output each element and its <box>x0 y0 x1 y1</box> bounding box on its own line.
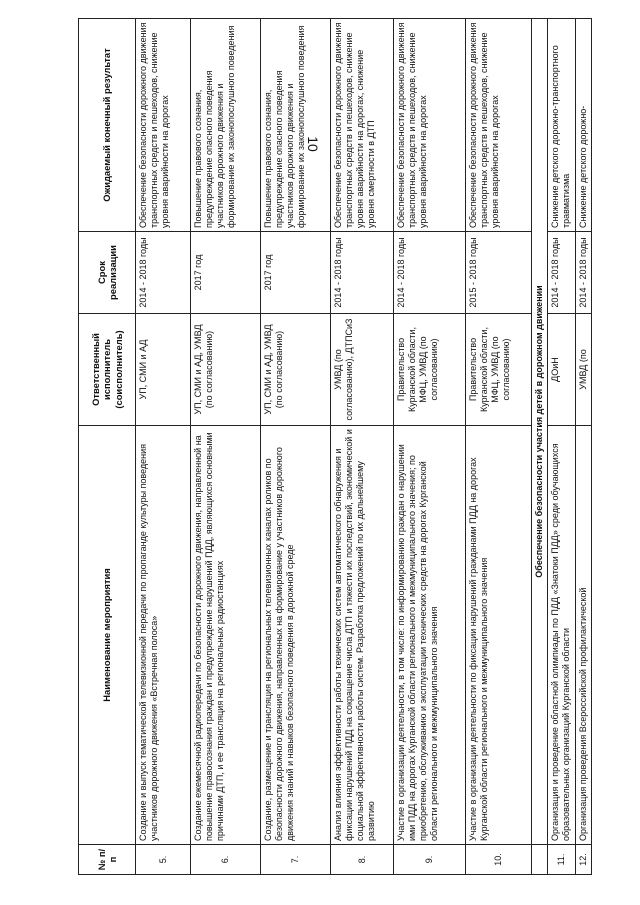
row-term: 2014 - 2018 годы <box>547 232 575 314</box>
row-result: Обеспечение безопасности дорожного движения транспортных средств и пешеходов, снижение уровня аварийности на дорогах <box>394 19 466 232</box>
table-row <box>547 19 575 875</box>
row-result: Обеспечение безопасности дорожного движения транспортных средств и пешеходов, снижение уровня аварийности на дорогах, снижение уровня смертности в ДТП <box>331 19 394 232</box>
row-term: 2017 год <box>191 232 261 314</box>
row-num: 5. <box>136 845 191 875</box>
table-row <box>136 19 191 875</box>
row-responsible: УМВД (по согласованию), ДТПСиЗ <box>331 314 394 426</box>
row-name: Участие в организации деятельности по фиксации нарушений гражданами ПДД на дорогах Курганской области регионального и межмуниципального значения <box>466 426 532 845</box>
row-responsible: УП, СМИ и АД, УМВД (по согласованию) <box>261 314 331 426</box>
row-name: Организация проведения Всероссийской профилактической <box>575 426 591 845</box>
row-term: 2014 - 2018 годы <box>394 232 466 314</box>
page-number: 10 <box>304 136 321 152</box>
row-num: 7. <box>261 845 331 875</box>
section-title: Обеспечение безопасности участия детей в дорожном движении <box>532 19 548 845</box>
row-term: 2015 - 2018 годы <box>466 232 532 314</box>
table-row <box>394 19 466 875</box>
header-num: № п/п <box>79 845 136 875</box>
row-responsible: Правительство Курганской области, МФЦ, УМВД (по согласованию) <box>466 314 532 426</box>
row-term: 2014 - 2018 годы <box>575 232 591 314</box>
row-term: 2014 - 2018 годы <box>331 232 394 314</box>
section-row <box>532 19 548 875</box>
header-responsible: Ответственный исполнитель (соисполнитель) <box>79 314 136 426</box>
row-result: Повышение правового сознания, предупреждение опасного поведения участников дорожного движения и формирование их законопослушного поведения <box>261 19 331 232</box>
row-responsible: ДОиН <box>547 314 575 426</box>
table-row <box>466 19 532 875</box>
rotated-table-wrapper <box>78 19 588 875</box>
section-spacer <box>532 845 548 875</box>
row-name: Создание ежемесячной радиопередачи по безопасности дорожного движения, направленной на повышение правосознания граждан и предупреждение нарушений ПДД, являющихся основными причинами ДТП, и ее трансляция на региональных радиостанциях <box>191 426 261 845</box>
row-term: 2014 - 2018 годы <box>136 232 191 314</box>
row-num: 9. <box>394 845 466 875</box>
row-result: Повышение правового сознания, предупреждение опасного поведения участников дорожного движения и формирование их законопослушного поведения <box>191 19 261 232</box>
row-responsible: УП, СМИ и АД <box>136 314 191 426</box>
row-responsible: УМВД (по <box>575 314 591 426</box>
row-name: Создание и выпуск тематической телевизионной передачи по пропаганде культуры поведения участников дорожного движения «Встречная полоса» <box>136 426 191 845</box>
row-name: Анализ влияния эффективности работы технических систем автоматического обнаружения и фиксации нарушений ПДД на сокращение числа ДТП и тяжести их последствий, экономической и социальной эффективности работы систем. Разработка предложений по их дальнейшему развитию <box>331 426 394 845</box>
row-responsible: Правительство Курганской области, МФЦ, УМВД (по согласованию) <box>394 314 466 426</box>
row-num: 12. <box>575 845 591 875</box>
row-num: 11. <box>547 845 575 875</box>
row-result: Обеспечение безопасности дорожного движения транспортных средств и пешеходов, снижение уровня аварийности на дорогах <box>466 19 532 232</box>
table-row <box>191 19 261 875</box>
row-result: Снижение детского дорожно- <box>575 19 591 232</box>
table-header-row <box>79 19 136 875</box>
header-name: Наименование мероприятия <box>79 426 136 845</box>
header-result: Ожидаемый конечный результат <box>79 19 136 232</box>
row-term: 2017 год <box>261 232 331 314</box>
row-name: Организация и проведение областной олимпиады по ПДД «Знатоки ПДД» среди обучающихся образовательных организаций Курганской области <box>547 426 575 845</box>
measures-table <box>78 18 592 875</box>
row-name: Создание, размещение и трансляция на региональных телевизионных каналах роликов по безопасности дорожного движения, направленных на формирование у участников дорожного движения знаний и навыков безопасного поведения в дорожной среде <box>261 426 331 845</box>
row-name: Участие в организации деятельности, в том числе: по информированию граждан о нарушении ими ПДД на дорогах Курганской области регионального и межмуниципального значения; по приобретению, обслуживанию и эксплуатации технических средств на дорогах Курганской области регионального и межмуниципального значения <box>394 426 466 845</box>
table-row <box>331 19 394 875</box>
row-result: Обеспечение безопасности дорожного движения транспортных средств и пешеходов, снижение уровня аварийности на дорогах <box>136 19 191 232</box>
table-row <box>575 19 591 875</box>
table-row <box>261 19 331 875</box>
header-term: Срок реализации <box>79 232 136 314</box>
row-num: 10. <box>466 845 532 875</box>
row-num: 6. <box>191 845 261 875</box>
row-responsible: УП, СМИ и АД, УМВД (по согласованию) <box>191 314 261 426</box>
row-result: Снижение детского дорожно-транспортного травматизма <box>547 19 575 232</box>
row-num: 8. <box>331 845 394 875</box>
